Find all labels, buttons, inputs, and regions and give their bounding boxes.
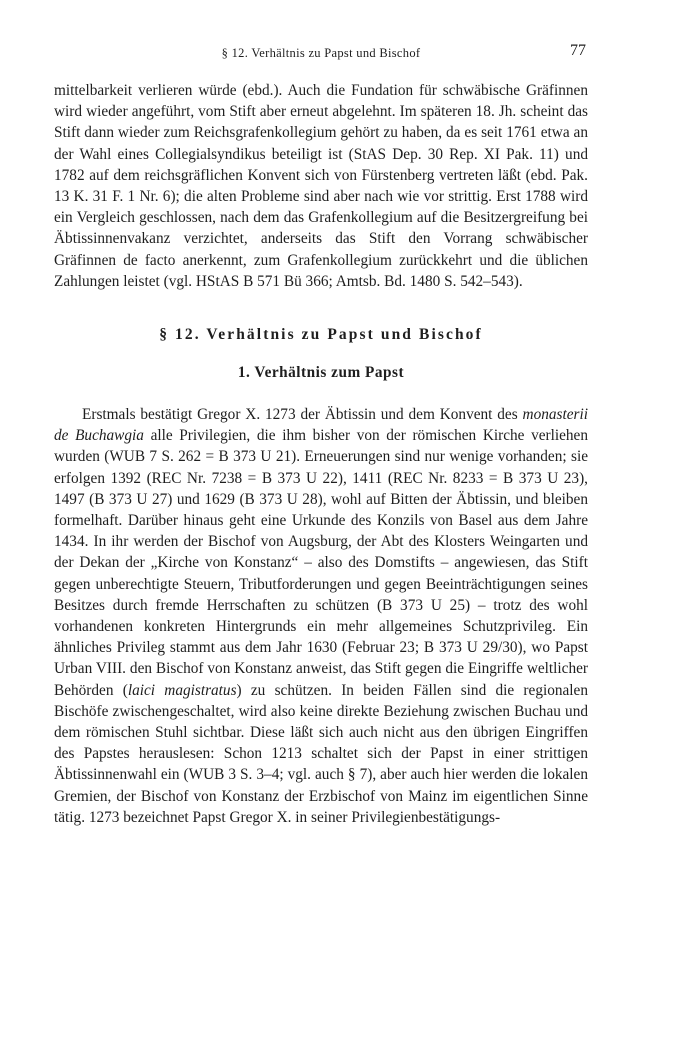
- running-head-title: § 12. Verhältnis zu Papst und Bischof: [221, 46, 421, 60]
- paragraph-text: [54, 404, 588, 828]
- intro-paragraph: [54, 80, 588, 292]
- running-head: [54, 40, 588, 64]
- text-run: Erstmals bestätigt Gregor X. 1273 der Äbtissin und dem Konvent des: [82, 406, 523, 424]
- body-paragraph: [54, 404, 588, 828]
- text-run: alle Privilegien, die ihm bisher von der römischen Kirche verliehen wurden (WUB 7 S. 262 = B 373 U 21). Erneuerungen sind nur wenige vorhanden; sie erfolgen 1392 (REC Nr. 7238 = B 373 U 22), 1411 (REC Nr. 8233 = B 373 U 23), 1497 (B 373 U 27) und 1629 (B 373 U 28), wohl auf Bitten der Äbtissin, und bleiben formelhaft. Darüber hinaus geht eine Urkunde des Konzils von Basel aus dem Jahre 1434. In ihr werden der Bischof von Augsburg, der Abt des Klosters Weingarten und der Dekan der „Kirche von Konstanz“ – also des Domstifts – angewiesen, das Stift gegen unberechtigte Steuern, Tributforderungen und gegen Beeinträchtigungen seines Besitzes durch fremde Herrschaften zu schützen (B 373 U 25) – trotz des wohl vorhandenen konkreten Hintergrunds ein mehr allgemeines Schutzprivileg. Ein ähnliches Privileg stammt aus dem Jahr 1630 (Februar 23; B 373 U 29/30), wo Papst Urban VIII. den Bischof von Konstanz anweist, das Stift gegen die Eingriffe weltlicher Behörden (: [54, 427, 588, 699]
- text-run: ) zu schützen. In beiden Fällen sind die regionalen Bischöfe zwischengeschaltet, wird also keine direkte Beziehung zwischen Buchau und dem römischen Stuhl sichtbar. Diese läßt sich auch nicht aus den übrigen Eingriffen des Papstes herauslesen: Schon 1213 schaltet sich der Papst in einer strittigen Äbtissinnenwahl ein (WUB 3 S. 3–4; vgl. auch § 7), aber auch hier werden die lokalen Gremien, der Bischof von Konstanz der Erzbischof von Mainz im eigentlichen Sinne tätig. 1273 bezeichnet Papst Gregor X. in seiner Privilegienbestätigungs-: [54, 681, 588, 826]
- section-heading: § 12. Verhältnis zu Papst und Bischof: [159, 326, 483, 344]
- latin-term: laici magistratus: [127, 681, 237, 699]
- page-number: 77: [570, 42, 586, 59]
- paragraph-text: mittelbarkeit verlieren würde (ebd.). Auch die Fundation für schwäbische Gräfinnen wird wieder angeführt, vom Stift aber erneut abgelehnt. Im späteren 18. Jh. scheint das Stift dann wieder zum Reichsgrafenkollegium gehört zu haben, da es seit 1761 etwa an der Wahl eines Collegialsyndikus beteiligt ist (StAS Dep. 30 Rep. XI Pak. 11) und 1782 auf dem reichsgräflichen Konvent sich von Fürstenberg vertreten läßt (ebd. Pak. 13 K. 31 F. 1 Nr. 6); die alten Probleme sind aber nach wie vor strittig. Erst 1788 wird ein Vergleich geschlossen, nach dem das Grafenkollegium auf die Besitzergreifung bei Äbtissinnenvakanz verzichtet, anderseits das Stift den Vorrang schwäbischer Gräfinnen de facto anerkennt, zum Grafenkollegium zurückkehrt und die üblichen Zahlungen leistet (vgl. HStAS B 571 Bü 366; Amtsb. Bd. 1480 S. 542–543).: [54, 82, 588, 290]
- document-page: [54, 40, 588, 828]
- subsection-heading: 1. Verhältnis zum Papst: [237, 364, 405, 382]
- latin-term: monasterii de Buchawgia: [54, 406, 588, 445]
